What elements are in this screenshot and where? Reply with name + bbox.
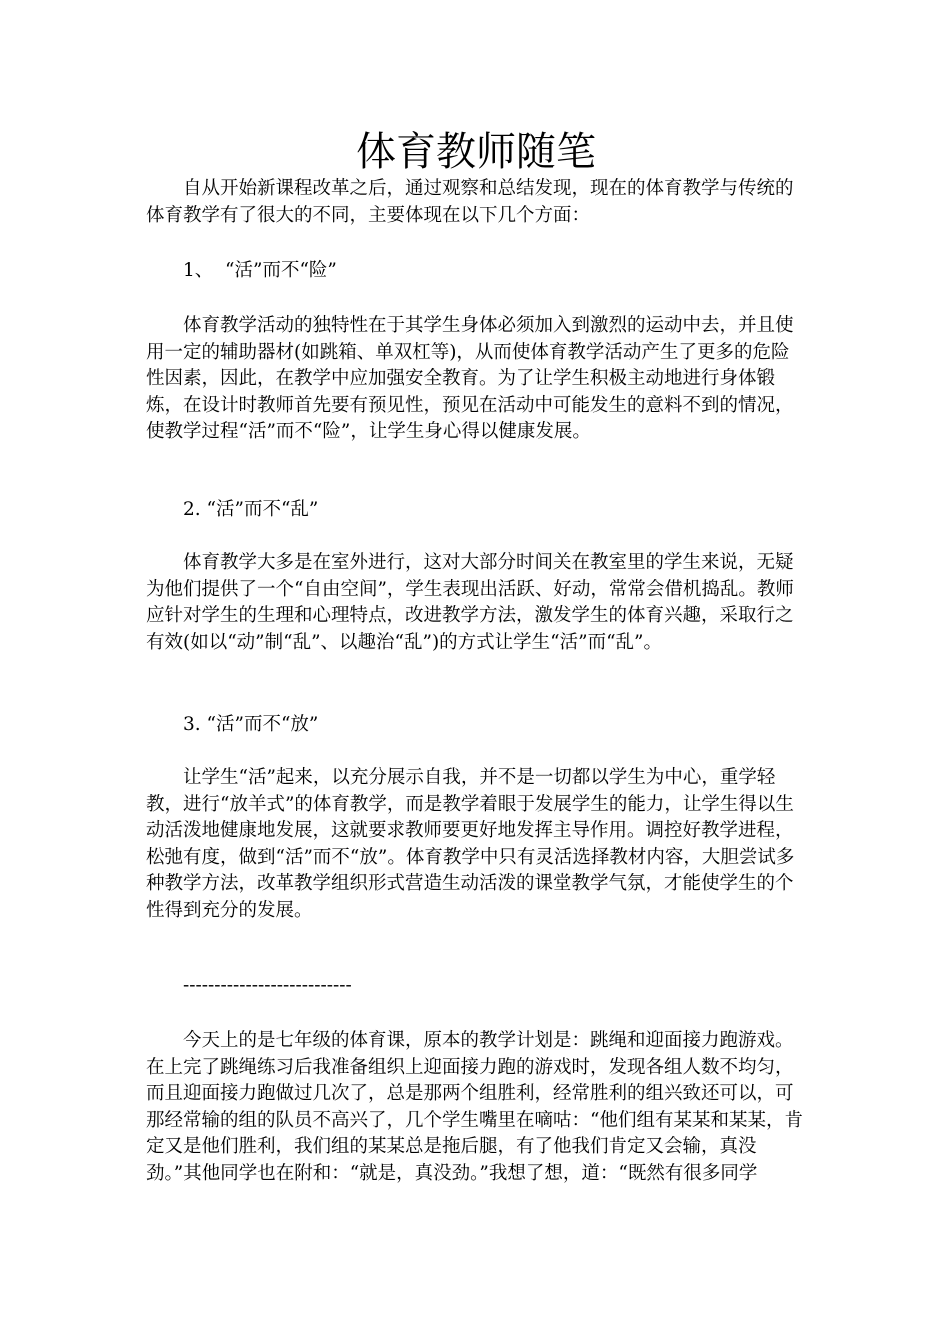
- intro-paragraph: 自从开始新课程改革之后，通过观察和总结发现，现在的体育教学与传统的体育教学有了很大的不同，主要体现在以下几个方面：: [146, 178, 794, 226]
- section-1-heading: 1、 “活”而不“险”: [183, 260, 337, 281]
- section-1-paragraph: 体育教学活动的独特性在于其学生身体必须加入到激烈的运动中去，并且使用一定的辅助器材(如跳箱、单双杠等)，从而使体育教学活动产生了更多的危险性因素，因此，在教学中应加强安全教育。为了让学生积极主动地进行身体锻炼，在设计时教师首先要有预见性，预见在活动中可能发生的意料不到的情况，使教学过程“活”而不“险”，让学生身心得以健康发展。: [146, 315, 794, 442]
- section-3-heading: 3. “活”而不“放”: [183, 714, 319, 735]
- document-title: 体育教师随笔: [356, 129, 596, 175]
- section-2-paragraph: 体育教学大多是在室外进行，这对大部分时间关在教室里的学生来说，无疑为他们提供了一个“自由空间”，学生表现出活跃、好动，常常会借机捣乱。教师应针对学生的生理和心理特点，改进教学方法，激发学生的体育兴趣，采取行之有效(如以“动”制“乱”、以趣治“乱”)的方式让学生“活”而“乱”。: [146, 552, 794, 653]
- section-divider: ---------------------------: [183, 975, 352, 996]
- section-3-paragraph: 让学生“活”起来，以充分展示自我，并不是一切都以学生为中心，重学轻教，进行“放羊式”的体育教学，而是教学着眼于发展学生的能力，让学生得以生动活泼地健康地发展，这就要求教师要更好地发挥主导作用。调控好教学进程，松弛有度，做到“活”而不“放”。体育教学中只有灵活选择教材内容，大胆尝试多种教学方法，改革教学组织形式营造生动活泼的课堂教学气氛，才能使学生的个性得到充分的发展。: [146, 767, 795, 921]
- story-paragraph: 今天上的是七年级的体育课，原本的教学计划是：跳绳和迎面接力跑游戏。在上完了跳绳练习后我准备组织上迎面接力跑的游戏时，发现各组人数不均匀，而且迎面接力跑做过几次了，总是那两个组胜利，经常胜利的组兴致还可以，可那经常输的组的队员不高兴了，几个学生嘴里在嘀咕：“他们组有某某和某某，肯定又是他们胜利，我们组的某某总是拖后腿，有了他我们肯定又会输，真没劲。”其他同学也在附和：“就是，真没劲。”我想了想，道：“既然有很多同学: [146, 1030, 803, 1184]
- section-2-heading: 2. “活”而不“乱”: [183, 499, 319, 520]
